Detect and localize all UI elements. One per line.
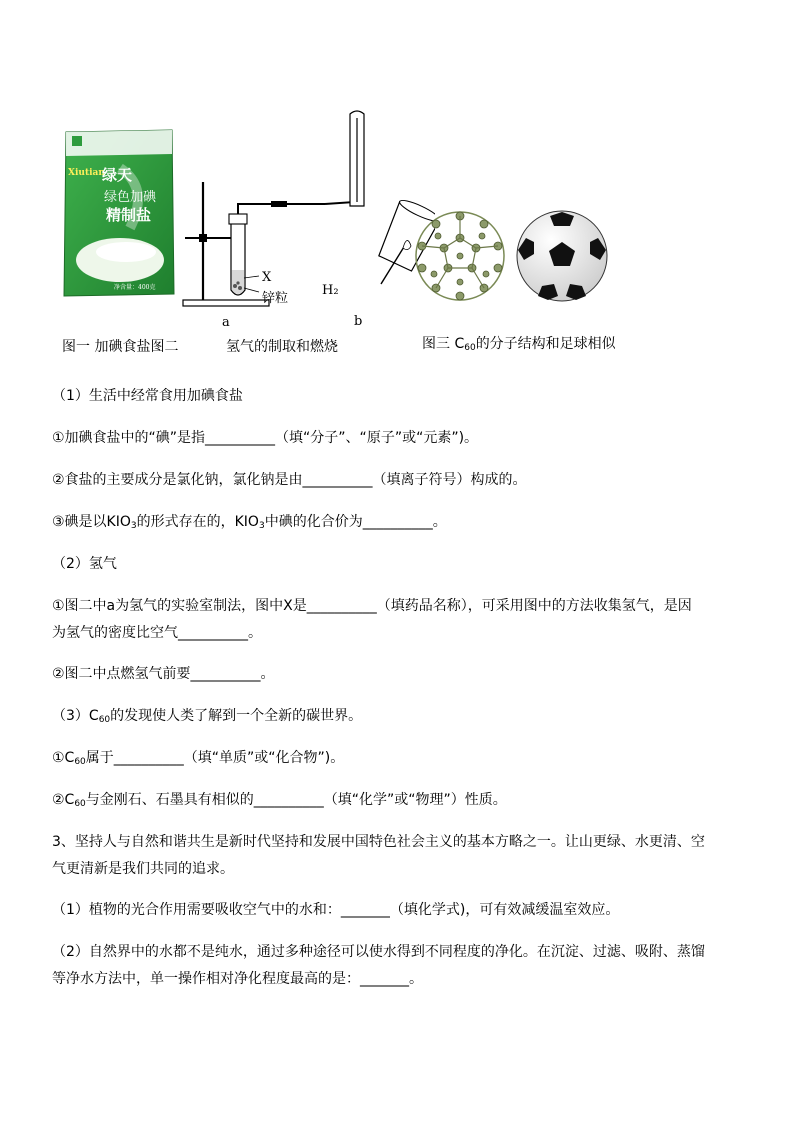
p3-item-2-line2: 等净水方法中，单一操作相对净化程度最高的是：_______。: [52, 971, 423, 987]
soccer-ball-image: [514, 208, 610, 304]
q3-item-1-b: 属于__________（填“单质”或“化合物”)。: [85, 750, 345, 766]
q1-item-2: ②食盐的主要成分是氯化钠，氯化钠是由__________（填离子符号）构成的。: [52, 472, 527, 488]
label-x: X: [262, 270, 272, 285]
figure-strip: [60, 110, 620, 355]
caption-fig3-pre: 图三 C: [422, 336, 465, 352]
hydrogen-apparatus-diagram: [175, 110, 435, 315]
label-a: a: [222, 315, 230, 330]
bag-line1: 绿色加碘: [104, 190, 157, 205]
q1-item-1: ①加碘食盐中的“碘”是指__________（填“分子”、“原子”或“元素”)。: [52, 430, 479, 446]
p3-intro-line2: 气更清新是我们共同的追求。: [52, 861, 234, 877]
label-b: b: [354, 314, 363, 329]
q1-item-3: [52, 509, 752, 539]
q2-item-1-line2: 为氢气的密度比空气__________。: [52, 625, 262, 641]
q2-heading: （2）氢气: [52, 556, 117, 572]
bag-line2: 精制盐: [106, 206, 152, 224]
q2-item-1-line1: ①图二中a为氢气的实验室制法，图中X是__________（填药品名称），可采用图中的方法收集氢气，是因: [52, 598, 692, 614]
q1-item-3-c: 中碘的化合价为__________。: [264, 514, 447, 530]
p3-item-2-line1: （2）自然界中的水都不是纯水，通过多种途径可以使水得到不同程度的净化。在沉淀、过滤、吸附、蒸馏: [52, 944, 705, 960]
q1-item-3-sub2: 3: [258, 521, 265, 531]
bag-brand-en: Xiutian: [68, 168, 105, 178]
c60-molecule-image: [412, 208, 508, 304]
label-h2: H₂: [322, 283, 339, 298]
q2-item-2: ②图二中点燃氢气前要__________。: [52, 666, 275, 682]
q3-item-2: [52, 787, 752, 817]
bag-brand-cn: 绿天: [102, 166, 133, 184]
q3-heading: [52, 703, 752, 733]
bag-net: 净含量：400克: [114, 284, 156, 291]
q1-item-3-sub1: 3: [130, 521, 137, 531]
caption-fig3: [422, 333, 616, 353]
caption-fig2: 氢气的制取和燃烧: [226, 339, 338, 355]
q3-heading-b: 的发现使人类了解到一个全新的碳世界。: [110, 708, 363, 724]
caption-fig1: 图一 加碘食盐图二: [62, 339, 179, 355]
q1-item-3-a: ③碘是以KIO: [52, 514, 131, 530]
caption-fig3-post: 的分子结构和足球相似: [475, 336, 616, 352]
q3-item-2-b: 与金刚石、石墨具有相似的__________（填“化学”或“物理”）性质。: [85, 792, 507, 808]
q3-heading-a: （3）C: [52, 708, 99, 724]
q1-item-3-b: 的形式存在的，KIO: [136, 514, 259, 530]
q1-heading: （1）生活中经常食用加碘食盐: [52, 388, 243, 404]
q3-item-2-sub: 60: [74, 799, 86, 809]
p3-item-1: （1）植物的光合作用需要吸收空气中的水和：_______（填化学式)，可有效减缓温室效应。: [52, 902, 620, 918]
q3-item-1-a: ①C: [52, 750, 75, 766]
p3-intro-line1: 3、坚持人与自然和谐共生是新时代坚持和发展中国特色社会主义的基本方略之一。让山更绿、水更清、空: [52, 834, 705, 850]
label-zinc: 锌粒: [262, 291, 289, 306]
q3-item-1: [52, 745, 752, 775]
q3-heading-sub: 60: [98, 715, 111, 725]
caption-fig3-sub: 60: [464, 343, 476, 353]
q3-item-1-sub: 60: [74, 757, 86, 767]
q3-item-2-a: ②C: [52, 792, 75, 808]
